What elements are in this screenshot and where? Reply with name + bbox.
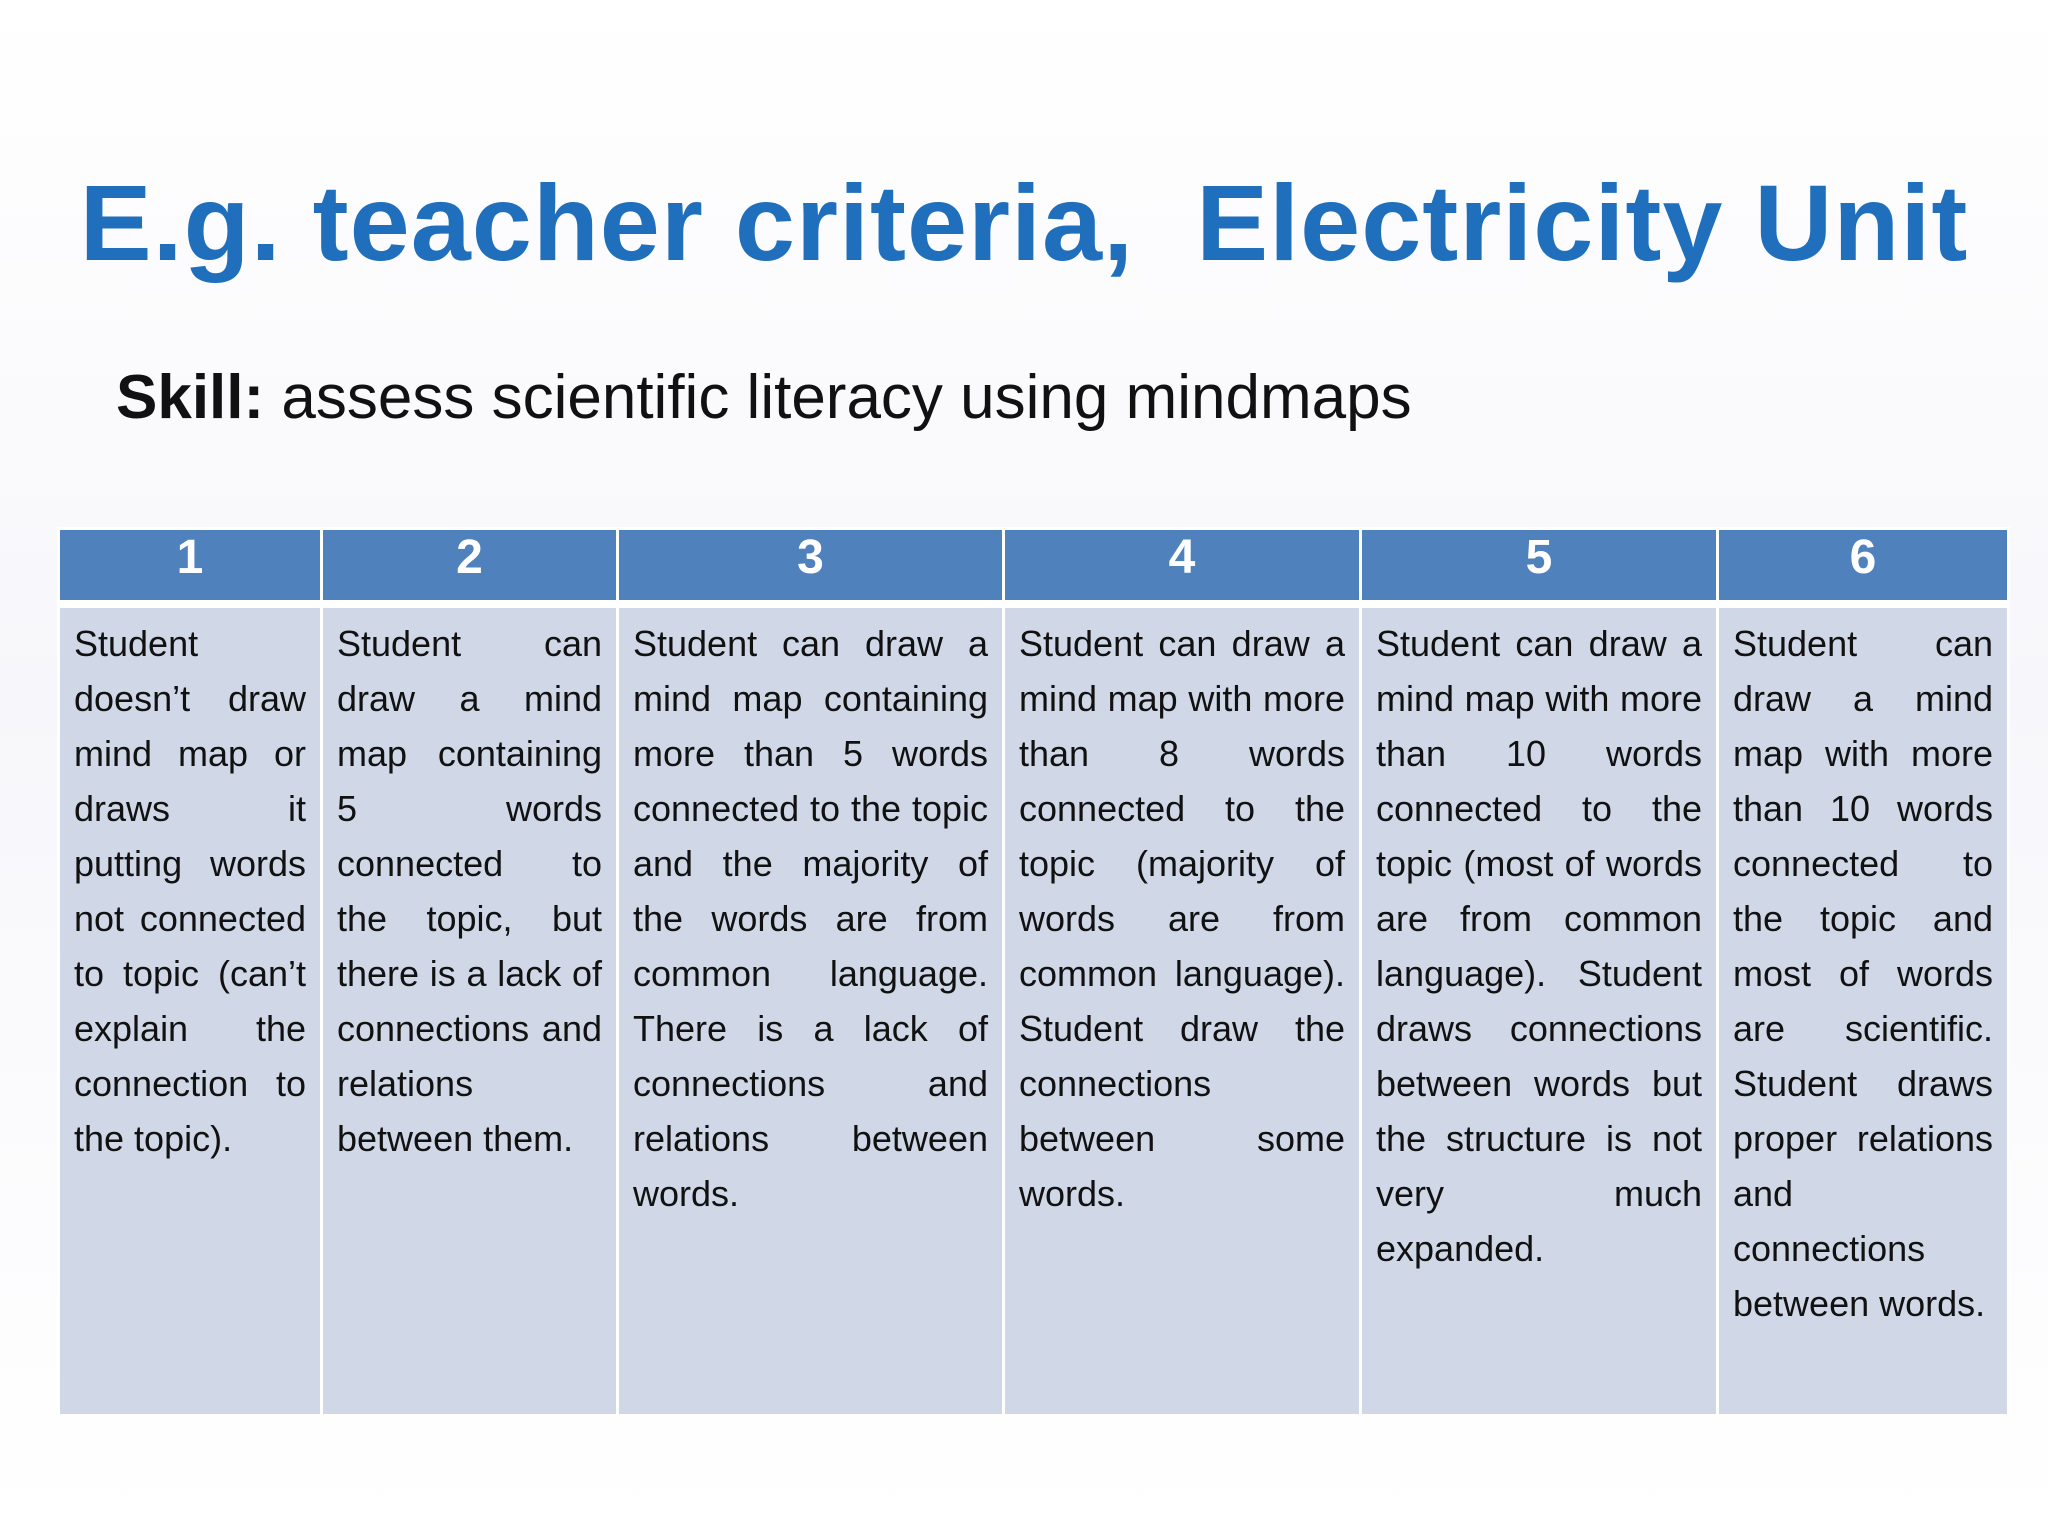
level-5-description: Student can draw a mind map with more than 10 words connected to the topic (most of words are from common language). Student draws connections between words but the structure is not very much expanded. — [1361, 604, 1718, 1416]
slide-title: E.g. teacher criteria, Electricity Unit — [79, 162, 1969, 283]
skill-line — [116, 362, 1412, 433]
level-4-description: Student can draw a mind map with more than 8 words connected to the topic (majority of words are from common language). Student draw the connections between some words. — [1004, 604, 1361, 1416]
level-2-description: Student can draw a mind map containing 5 words connected to the topic, but there is a lack of connections and relations between them. — [322, 604, 618, 1416]
level-6-header: 6 — [1718, 529, 2009, 605]
level-3-header: 3 — [618, 529, 1004, 605]
level-1-header: 1 — [59, 529, 322, 605]
level-3-description: Student can draw a mind map containing more than 5 words connected to the topic and the majority of the words are from common language. There is a lack of connections and relations between words. — [618, 604, 1004, 1416]
level-4-header: 4 — [1004, 529, 1361, 605]
level-1-description: Student doesn’t draw mind map or draws it putting words not connected to topic (can’t explain the connection to the topic). — [59, 604, 322, 1416]
level-6-description: Student can draw a mind map with more than 10 words connected to the topic and most of words are scientific. Student draws proper relations and connections between words. — [1718, 604, 2009, 1416]
skill-label: Skill: — [116, 363, 265, 432]
rubric-description-row — [59, 604, 2009, 1416]
level-5-header: 5 — [1361, 529, 1718, 605]
rubric-header-row — [59, 529, 2009, 605]
skill-text: assess scientific literacy using mindmaps — [264, 363, 1412, 432]
level-2-header: 2 — [322, 529, 618, 605]
rubric-table — [57, 527, 2010, 1417]
